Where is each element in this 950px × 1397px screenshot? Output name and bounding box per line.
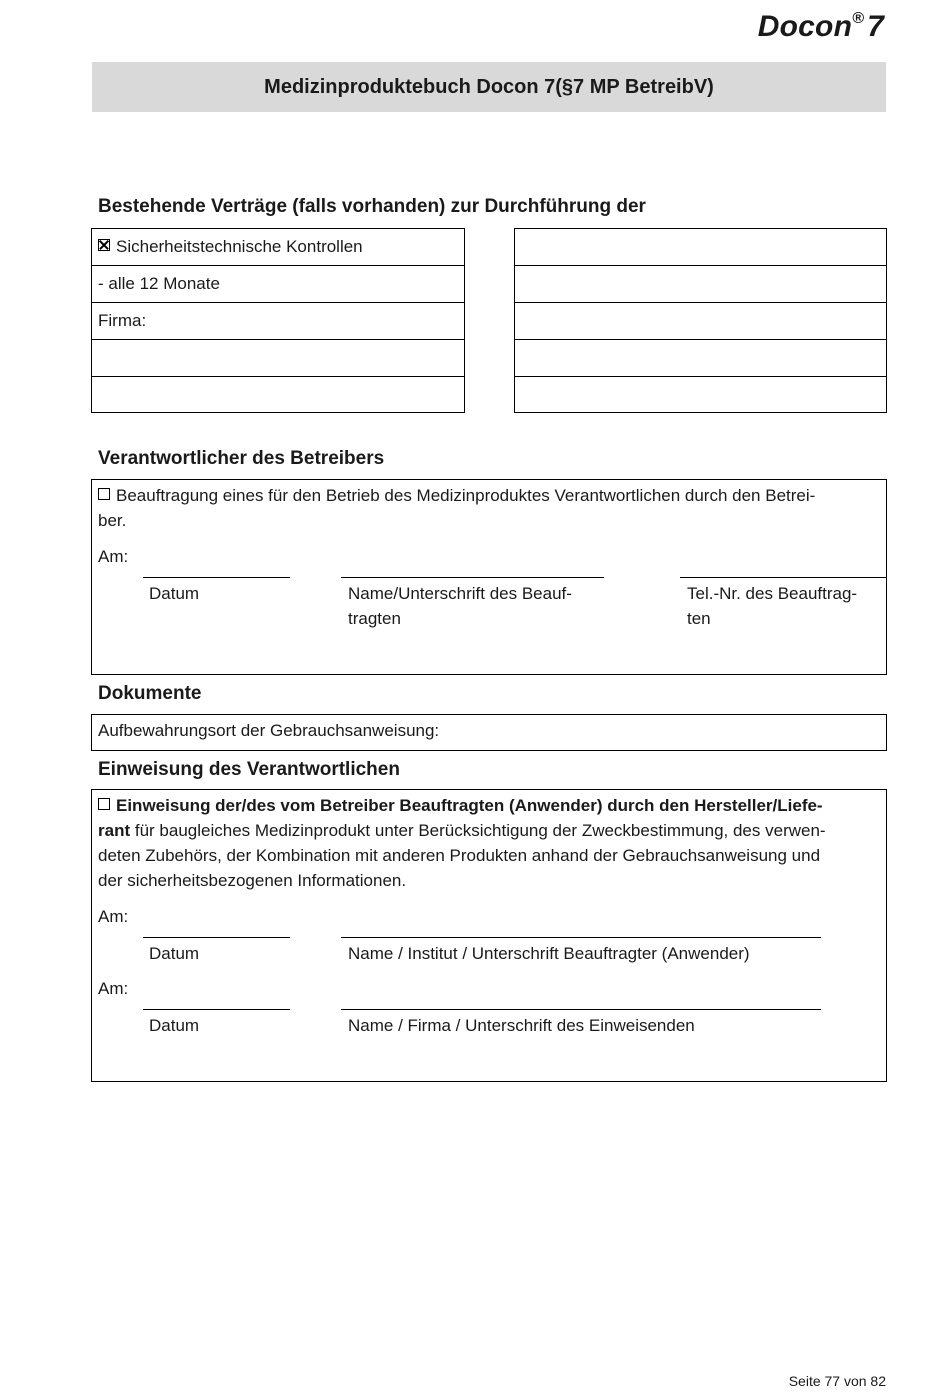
date1-caption: Datum bbox=[149, 944, 200, 963]
name-signature-line[interactable] bbox=[341, 577, 604, 578]
tel-caption-line2: ten bbox=[687, 609, 711, 628]
name-caption-line1: Name/Unterschrift des Beauf- bbox=[348, 584, 572, 603]
documents-heading: Dokumente bbox=[98, 683, 202, 704]
tel-signature-line[interactable] bbox=[680, 577, 886, 578]
instruction-am2-label: Am: bbox=[98, 979, 129, 998]
date2-signature-line[interactable] bbox=[143, 1009, 290, 1010]
responsible-heading: Verantwortlicher des Betreibers bbox=[98, 448, 385, 469]
checkbox-label: Sicherheitstechnische Kontrollen bbox=[116, 237, 363, 256]
instruction-text-line2: rant für baugleiches Medizinprodukt unter Berücksichtigung der Zweckbestimmung, des verwen- bbox=[98, 821, 826, 840]
instruction-text-line1: Einweisung der/des vom Betreiber Beauftragten (Anwender) durch den Hersteller/Liefe- bbox=[98, 793, 823, 818]
responsible-am-label: Am: bbox=[98, 547, 129, 566]
instruction-am1-label: Am: bbox=[98, 907, 129, 926]
sicherheitstechnische-kontrollen-checkbox[interactable] bbox=[98, 239, 110, 251]
registered-mark: ® bbox=[852, 10, 865, 27]
responsible-text-line2: ber. bbox=[98, 511, 127, 530]
name1-signature-line[interactable] bbox=[341, 937, 821, 938]
contracts-right-row[interactable] bbox=[515, 303, 886, 340]
name1-caption: Name / Institut / Unterschrift Beauftragter (Anwender) bbox=[348, 944, 750, 963]
contracts-heading: Bestehende Verträge (falls vorhanden) zur Durchführung der bbox=[98, 196, 646, 217]
contracts-right-row[interactable] bbox=[515, 377, 886, 414]
date-caption: Datum bbox=[149, 584, 200, 603]
contracts-row-interval bbox=[92, 266, 464, 303]
contracts-right-row[interactable] bbox=[515, 229, 886, 266]
name2-signature-line[interactable] bbox=[341, 1009, 821, 1010]
storage-location-label: Aufbewahrungsort der Gebrauchsanweisung: bbox=[98, 721, 440, 740]
einweisung-checkbox[interactable] bbox=[98, 798, 110, 810]
brand-name: Docon bbox=[757, 10, 853, 43]
brand-logo bbox=[758, 10, 884, 44]
date-signature-line[interactable] bbox=[143, 577, 290, 578]
date1-signature-line[interactable] bbox=[143, 937, 290, 938]
brand-number: 7 bbox=[867, 10, 884, 43]
instruction-heading: Einweisung des Verantwortlichen bbox=[98, 759, 400, 780]
contracts-row-empty[interactable] bbox=[92, 340, 464, 377]
beauftragung-checkbox[interactable] bbox=[98, 488, 110, 500]
contracts-right-row[interactable] bbox=[515, 266, 886, 303]
interval-text: - alle 12 Monate bbox=[98, 274, 220, 293]
contracts-table-right bbox=[514, 228, 887, 413]
instruction-text-line3: deten Zubehörs, der Kombination mit anderen Produkten anhand der Gebrauchsanweisung und bbox=[98, 846, 821, 865]
company-label: Firma: bbox=[98, 311, 147, 330]
contracts-row-empty[interactable] bbox=[92, 377, 464, 414]
tel-caption-line1: Tel.-Nr. des Beauftrag- bbox=[687, 584, 858, 603]
date2-caption: Datum bbox=[149, 1016, 200, 1035]
name2-caption: Name / Firma / Unterschrift des Einweisenden bbox=[348, 1016, 695, 1035]
document-title-bar bbox=[92, 62, 886, 112]
name-caption-line2: tragten bbox=[348, 609, 401, 628]
contracts-row-company[interactable] bbox=[92, 303, 464, 340]
contracts-right-row[interactable] bbox=[515, 340, 886, 377]
page-number: Seite 77 von 82 bbox=[788, 1373, 886, 1389]
document-title: Medizinproduktebuch Docon 7(§7 MP BetreibV) bbox=[264, 75, 714, 98]
instruction-text-line4: der sicherheitsbezogenen Informationen. bbox=[98, 871, 407, 890]
contracts-row-checkbox bbox=[92, 229, 464, 266]
contracts-table-left bbox=[91, 228, 465, 413]
responsible-text-line1: Beauftragung eines für den Betrieb des Medizinproduktes Verantwortlichen durch den Betrei- bbox=[98, 483, 815, 508]
